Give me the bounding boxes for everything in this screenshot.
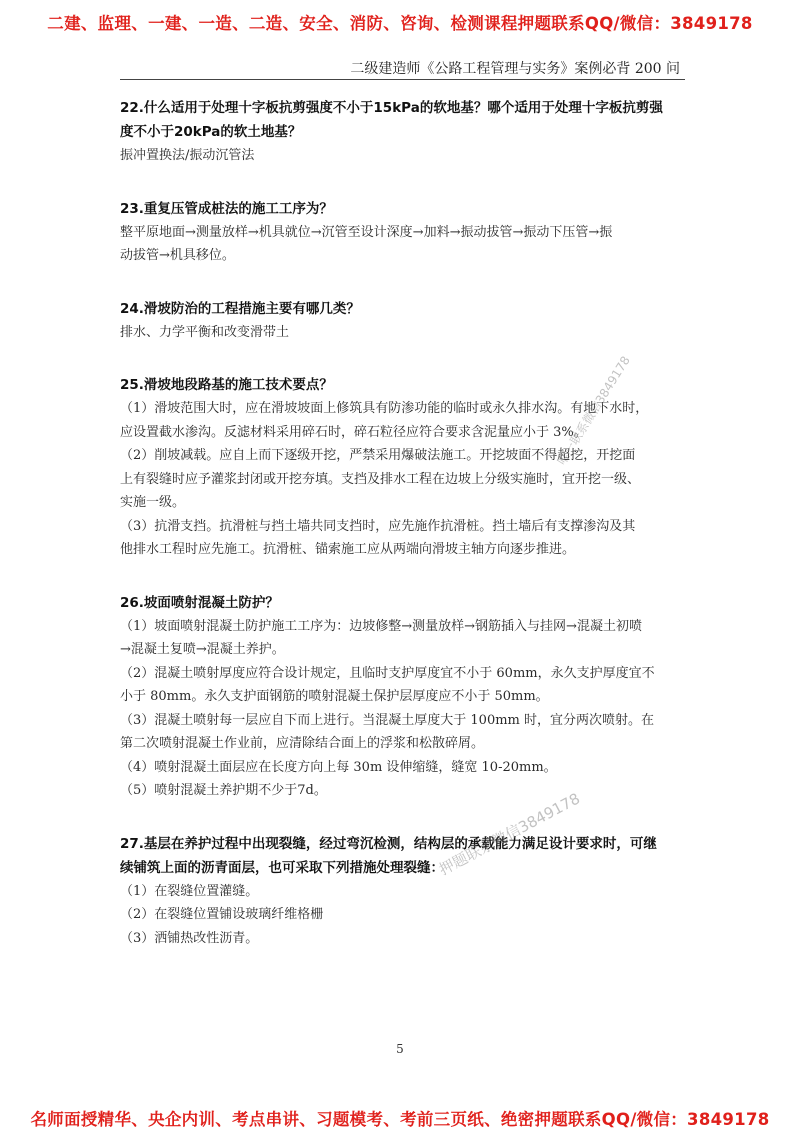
answer-line: 第二次喷射混凝土作业前，应清除结合面上的浮浆和松散碎屑。 [120,736,485,751]
question-block [120,297,685,345]
question-block [120,832,685,951]
question-title-line: 续铺筑上面的沥青面层，也可采取下列措施处理裂缝： [120,859,444,876]
watermark-text: 唯一联系微信3849178 [554,353,633,468]
answer-line: 整平原地面→测量放样→机具就位→沉管至设计深度→加料→振动拔管→振动下压管→振 [120,224,613,240]
answer-line: （3）抗滑支挡。抗滑桩与挡土墙共同支挡时，应先施作抗滑桩。挡土墙后有支撑渗沟及其 [120,518,636,534]
answer-line: （4）喷射混凝土面层应在长度方向上每 30m 设伸缩缝，缝宽 10-20mm。 [120,759,557,775]
document-header: 二级建造师《公路工程管理与实务》案例必背 200 问 [350,61,680,77]
header-divider [120,79,685,80]
answer-line: （1）在裂缝位置灌缝。 [120,883,259,899]
bottom-promo-banner: 名师面授精华、央企内训、考点串讲、习题模考、考前三页纸、绝密押题联系QQ/微信：3849178 [30,1110,770,1129]
answer-line: （1）坡面喷射混凝土防护施工工序为：边坡修整→测量放样→钢筋插入与挂网→混凝土初喷 [120,618,642,634]
answer-line: （2）在裂缝位置铺设玻璃纤维格栅 [120,907,324,922]
page-content [120,96,685,979]
question-block [120,591,685,803]
watermark-text: 押题联系微信3849178 [436,789,583,879]
answer-line: （3）洒铺热改性沥青。 [120,930,259,946]
question-title-line: 27.基层在养护过程中出现裂缝，经过弯沉检测，结构层的承载能力满足设计要求时，可继 [120,835,657,852]
answer-line: 上有裂缝时应予灌浆封闭或开挖夯填。支挡及排水工程在边坡上分级实施时，宜开挖一级、 [120,471,641,487]
question-title-line: 度不小于20kPa的软土地基？ [120,124,302,140]
question-block [120,96,685,168]
top-promo-banner: 二建、监理、一建、一造、二造、安全、消防、咨询、检测课程押题联系QQ/微信：3849178 [47,14,753,33]
answer-line: （3）混凝土喷射每一层应自下而上进行。当混凝土厚度大于 100mm 时，宜分两次喷射。在 [120,712,655,728]
question-title-line: 23.重复压管成桩法的施工工序为？ [120,200,333,217]
answer-line: 振冲置换法/振动沉管法 [120,148,255,163]
answer-line: 他排水工程时应先施工。抗滑桩、锚索施工应从两端向滑坡主轴方向逐步推进。 [120,542,576,557]
page-number: 5 [396,1042,404,1056]
answer-line: （5）喷射混凝土养护期不少于7d。 [120,783,327,798]
question-title-line: 24.滑坡防治的工程措施主要有哪几类？ [120,300,360,317]
answer-line: 小于 80mm。永久支护面钢筋的喷射混凝土保护层厚度应不小于 50mm。 [120,689,549,704]
answer-line: →混凝土复喷→混凝土养护。 [120,642,285,657]
question-title-line: 26.坡面喷射混凝土防护？ [120,594,279,611]
answer-line: 应设置截水渗沟。反滤材料采用碎石时，碎石粒径应符合要求含泥量应小于 3%。 [120,424,587,440]
answer-line: （2）混凝土喷射厚度应符合设计规定，且临时支护厚度宜不小于 60mm，永久支护厚度宜不 [120,665,655,681]
question-title-line: 25.滑坡地段路基的施工技术要点？ [120,377,333,393]
answer-line: （1）滑坡范围大时，应在滑坡坡面上修筑具有防渗功能的临时或永久排水沟。有地下水时， [120,401,649,416]
answer-line: （2）削坡减载。应自上而下逐级开挖，严禁采用爆破法施工。开挖坡面不得超挖，开挖面 [120,448,636,463]
question-title-line: 22.什么适用于处理十字板抗剪强度不小于15kPa的软地基？哪个适用于处理十字板抗剪强 [120,100,663,116]
answer-line: 动拔管→机具移位。 [120,248,235,263]
answer-line: 排水、力学平衡和改变滑带土 [120,324,290,340]
question-block [120,197,685,268]
answer-line: 实施一级。 [120,495,186,510]
